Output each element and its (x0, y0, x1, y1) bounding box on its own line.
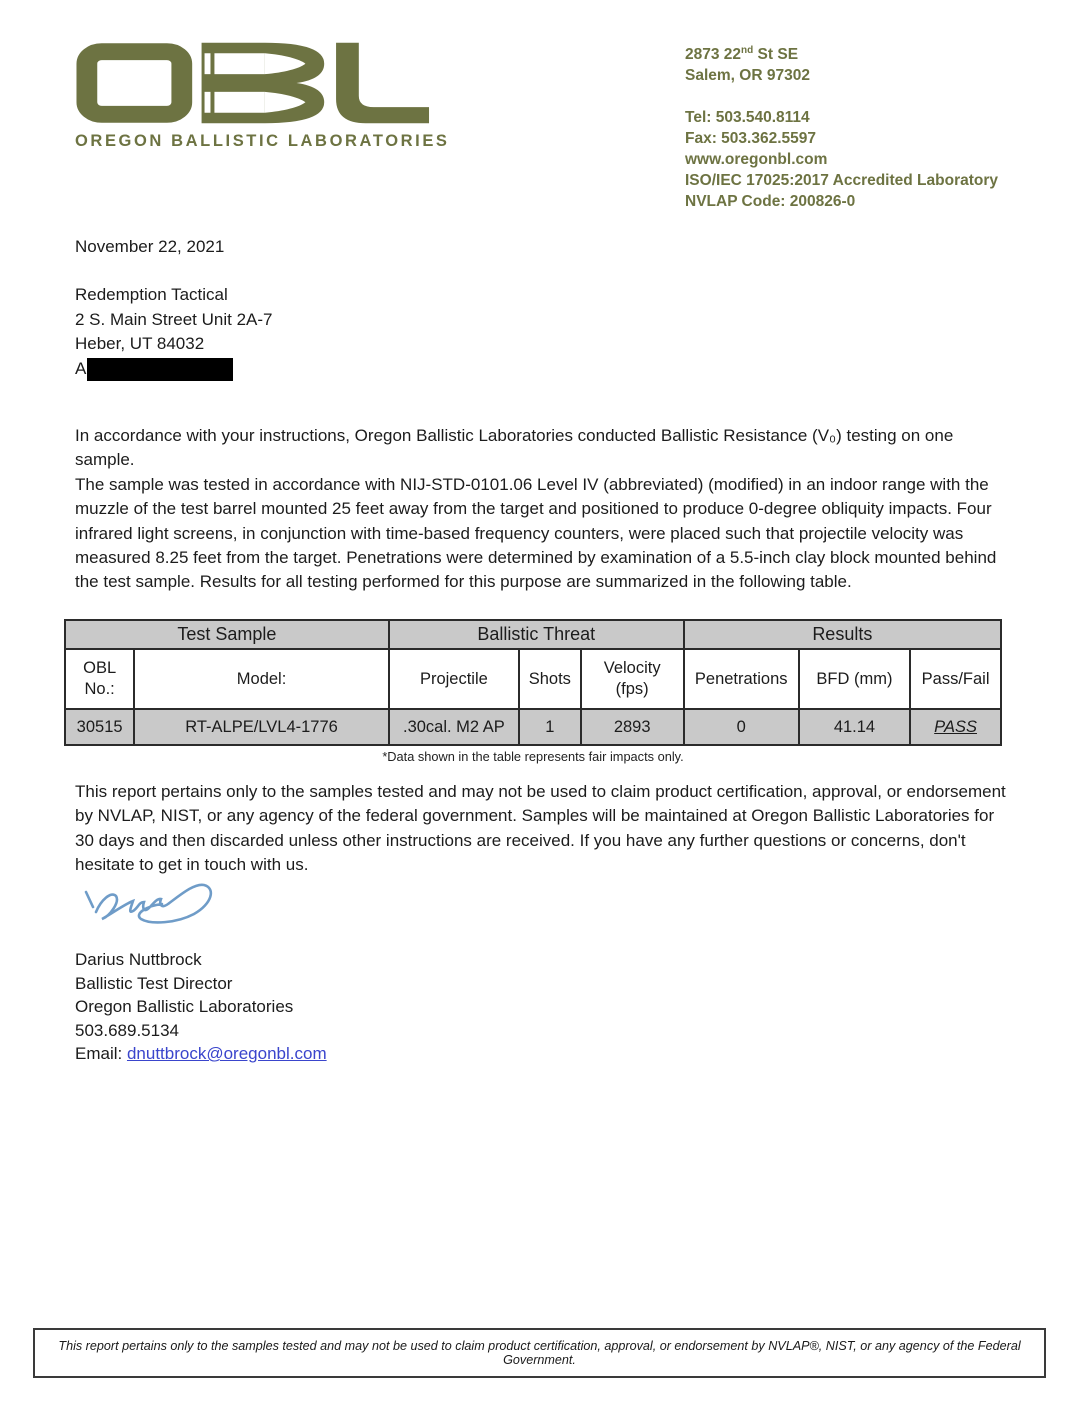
recipient-address (75, 283, 272, 381)
cell-shots: 1 (519, 709, 581, 745)
obl-logo-icon (75, 42, 431, 124)
cell-obl-no: 30515 (65, 709, 134, 745)
col-header-model: Model: (134, 649, 389, 709)
recipient-redacted-line: A (75, 357, 272, 382)
lab-contact-block (685, 40, 998, 212)
email-label: Email: (75, 1044, 127, 1063)
lab-city: Salem, OR 97302 (685, 67, 810, 85)
results-table-section (64, 619, 1002, 764)
handwritten-signature (78, 876, 248, 938)
signer-name: Darius Nuttbrock (75, 950, 202, 969)
signer-email-line (75, 1042, 327, 1066)
recipient-city: Heber, UT 84032 (75, 334, 205, 353)
table-row (65, 709, 1001, 745)
col-header-penetrations: Penetrations (684, 649, 799, 709)
spacer (685, 86, 998, 107)
signature-block (75, 948, 327, 1066)
letter-date: November 22, 2021 (75, 237, 225, 256)
cell-penetrations: 0 (684, 709, 799, 745)
obl-logo (75, 42, 450, 151)
lab-street-address: 2873 22nd St SE (685, 45, 799, 64)
company-name: OREGON BALLISTIC LABORATORIES (75, 132, 450, 150)
email-link[interactable]: dnuttbrock@oregonbl.com (126, 1044, 327, 1063)
lab-fax: Fax: 503.362.5597 (685, 130, 816, 148)
ordinal-superscript: nd (741, 45, 754, 56)
col-header-bfd: BFD (mm) (799, 649, 910, 709)
col-header-obl-no: OBL No.: (65, 649, 134, 709)
col-header-pass-fail: Pass/Fail (910, 649, 1001, 709)
paragraph-test-method: The sample was tested in accordance with NIJ-STD-0101.06 Level IV (abbreviated) (modified) in an indoor range with the muzzle of the test barrel mounted 25 feet away from the target and positioned to produce 0-degree obliquity impacts. Four infrared light screens, in conjunction with time-based frequency counters, were placed such that projectile velocity was measured 8.25 feet from the target. Penetrations were determined by examination of a 5.5-inch clay block mounted behind the test sample. Results for all testing performed for this purpose are summarized in the following table. (75, 474, 997, 592)
cell-projectile: .30cal. M2 AP (389, 709, 519, 745)
cell-model: RT-ALPE/LVL4-1776 (134, 709, 389, 745)
col-header-projectile: Projectile (389, 649, 519, 709)
lab-accreditation: ISO/IEC 17025:2017 Accredited Laboratory (685, 172, 999, 190)
recipient-name: Redemption Tactical (75, 285, 228, 304)
intro-paragraphs (75, 424, 1017, 595)
group-header-results: Results (684, 620, 1001, 649)
col-header-velocity: Velocity (fps) (581, 649, 684, 709)
signer-company: Oregon Ballistic Laboratories (75, 997, 294, 1016)
table-group-header-row (65, 620, 1001, 649)
lab-phone: Tel: 503.540.8114 (685, 109, 810, 127)
col-header-shots: Shots (519, 649, 581, 709)
group-header-test-sample: Test Sample (65, 620, 389, 649)
results-table (64, 619, 1002, 746)
signer-title: Ballistic Test Director (75, 973, 233, 993)
group-header-ballistic-threat: Ballistic Threat (389, 620, 684, 649)
footer-legal-notice: This report pertains only to the samples tested and may not be used to claim product certification, approval, or endorsement by NVLAP®, NIST, or any agency of the Federal Government. (33, 1328, 1046, 1378)
paragraph-disclaimer: This report pertains only to the samples tested and may not be used to claim product certification, approval, or endorsement by NVLAP, NIST, or any agency of the federal government. Samples will be maintained at Oregon Ballistic Laboratories for 30 days and then discarded unless other instructions are received. If you have any further questions or concerns, don't hesitate to get in touch with us. (75, 782, 1006, 875)
cell-velocity: 2893 (581, 709, 684, 745)
paragraph-testing-summary: In accordance with your instructions, Oregon Ballistic Laboratories conducted Ballistic Resistance (V₀) testing on one sample. (75, 426, 954, 470)
lab-website: www.oregonbl.com (685, 151, 828, 169)
signer-phone: 503.689.5134 (75, 1020, 179, 1040)
table-column-header-row (65, 649, 1001, 709)
recipient-street: 2 S. Main Street Unit 2A-7 (75, 309, 273, 329)
cell-bfd: 41.14 (799, 709, 910, 745)
table-footnote: *Data shown in the table represents fair impacts only. (382, 749, 684, 764)
cell-pass-fail: PASS (910, 709, 1001, 745)
lab-nvlap-code: NVLAP Code: 200826-0 (685, 193, 856, 211)
redaction-bar (87, 358, 233, 381)
